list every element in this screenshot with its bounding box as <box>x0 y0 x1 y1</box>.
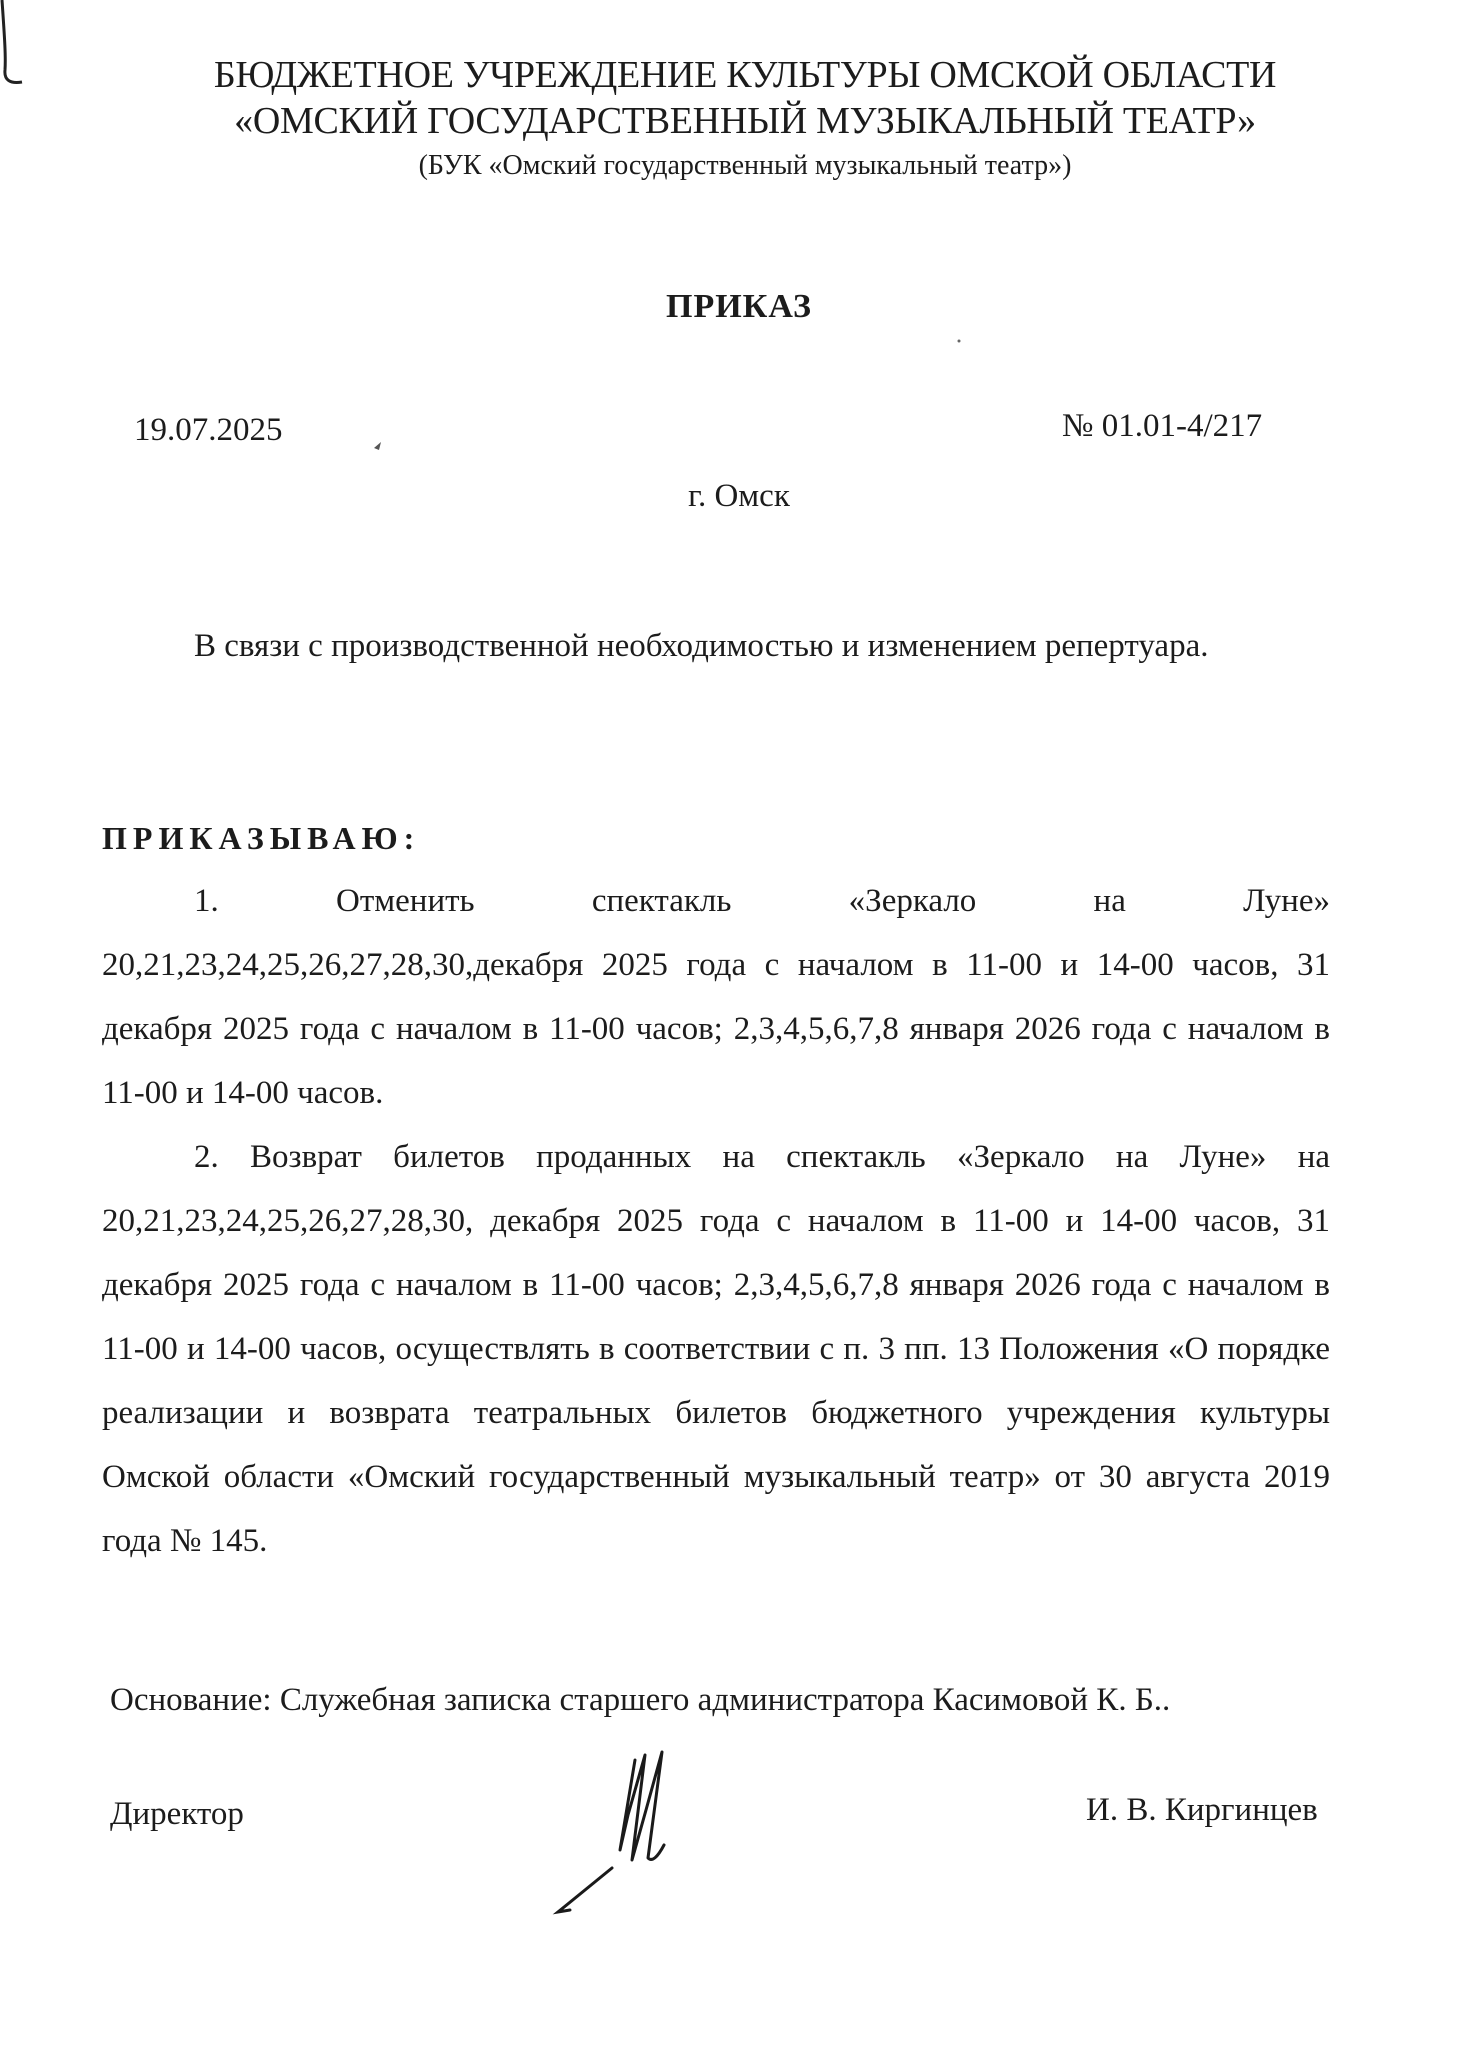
signatory-name: И. В. Киргинцев <box>1086 1792 1318 1828</box>
order-item-2-lead: 2. Возврат билетов проданных на спектакль «Зеркало на Луне» на <box>194 1139 1330 1175</box>
preamble-paragraph: В связи с производственной необходимостью и изменением репертуара. <box>194 628 1209 664</box>
order-item-2-text: 20,21,23,24,25,26,27,28,30, декабря 2025 года с началом в 11-00 и 14-00 часов, 31 декабря 2025 года с началом в 11-00 часов; 2,3,4,5,6,7,8 января 2026 года с началом в 11-00 и 14-00 часов, осуществлять в соответствии с п. 3 пп. 13 Положения «О порядке реализации и возврата театральных билетов бюджетного учреждения культуры Омской области «Омский государственный музыкальный театр» от 30 августа 2019 года № 145. <box>102 1203 1330 1559</box>
basis-line: Основание: Служебная записка старшего администратора Касимовой К. Б.. <box>110 1682 1171 1718</box>
document-title: ПРИКАЗ <box>666 288 812 325</box>
handwritten-signature <box>550 1740 750 1930</box>
org-short-name: (БУК «Омский государственный музыкальный театр») <box>418 150 1072 181</box>
scan-speck <box>372 440 384 452</box>
order-item-1 <box>102 869 1330 1125</box>
signatory-position: Директор <box>110 1796 244 1832</box>
org-name-line1: БЮДЖЕТНОЕ УЧРЕЖДЕНИЕ КУЛЬТУРЫ ОМСКОЙ ОБЛАСТИ <box>213 54 1277 96</box>
order-item-2 <box>102 1125 1330 1573</box>
letterhead <box>0 52 1478 184</box>
document-city: г. Омск <box>688 478 790 514</box>
document-date: 19.07.2025 <box>134 412 283 448</box>
scan-speck <box>956 338 962 344</box>
order-item-1-lead: 1. Отменить спектакль «Зеркало на Луне» <box>194 883 1330 919</box>
order-heading: ПРИКАЗЫВАЮ: <box>102 820 421 856</box>
document-number: № 01.01-4/217 <box>1062 408 1263 444</box>
org-name-line2: «ОМСКИЙ ГОСУДАРСТВЕННЫЙ МУЗЫКАЛЬНЫЙ ТЕАТР» <box>234 100 1256 142</box>
order-item-1-text: 20,21,23,24,25,26,27,28,30,декабря 2025 года с началом в 11-00 и 14-00 часов, 31 декабря 2025 года с началом в 11-00 часов; 2,3,4,5,6,7,8 января 2026 года с началом в 11-00 и 14-00 часов. <box>102 947 1330 1111</box>
